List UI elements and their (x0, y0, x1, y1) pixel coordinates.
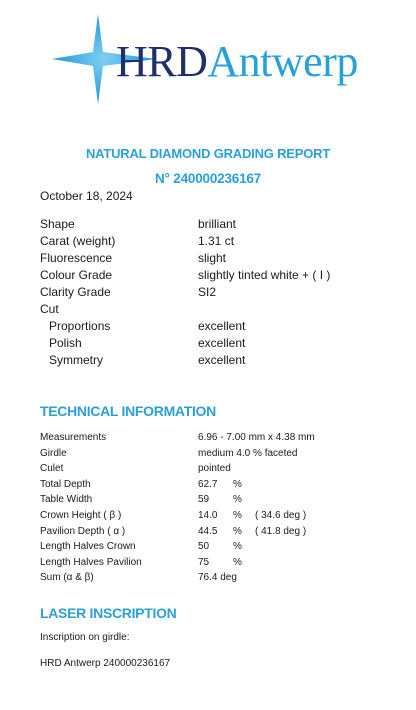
technical-degree: ( 41.8 deg ) (255, 525, 307, 537)
logo-wordmark (116, 37, 358, 87)
laser-heading: LASER INSCRIPTION (40, 605, 177, 621)
grading-label: Symmetry (49, 353, 103, 367)
grading-value: slight (198, 251, 227, 265)
grading-row (40, 335, 400, 352)
technical-value: 50 (198, 541, 210, 553)
grading-label: Carat (weight) (40, 234, 116, 248)
grading-value: excellent (198, 319, 246, 333)
technical-label: Length Halves Crown (40, 541, 136, 553)
technical-value: 59 (198, 494, 210, 506)
technical-value: 6.96 - 7.00 mm x 4.38 mm (198, 432, 315, 443)
grading-row (40, 301, 400, 318)
technical-label: Crown Height ( β ) (40, 509, 122, 521)
technical-row (40, 446, 400, 462)
laser-inscription-label: Inscription on girdle: (40, 632, 130, 643)
grading-label: Colour Grade (40, 268, 113, 282)
technical-row (40, 492, 400, 508)
report-number: N° 240000236167 (155, 171, 261, 186)
report-title: NATURAL DIAMOND GRADING REPORT (85, 146, 331, 161)
technical-label: Length Halves Pavilion (40, 556, 142, 568)
technical-row (40, 461, 400, 477)
technical-degree: ( 34.6 deg ) (255, 509, 307, 521)
technical-unit: % (233, 556, 242, 568)
grading-value: SI2 (198, 285, 217, 299)
technical-label: Culet (40, 463, 64, 475)
grading-row (40, 250, 400, 267)
grading-row (40, 352, 400, 369)
grading-label: Clarity Grade (40, 285, 111, 299)
laser-inscription-value: HRD Antwerp 240000236167 (40, 658, 171, 669)
grading-row (40, 233, 400, 250)
grading-value: 1.31 ct (198, 234, 235, 248)
grading-value: excellent (198, 336, 246, 350)
technical-unit: % (233, 509, 242, 521)
technical-row (40, 539, 400, 555)
technical-value: medium 4.0 % faceted (198, 447, 298, 459)
report-date: October 18, 2024 (40, 189, 133, 203)
grading-label: Fluorescence (40, 251, 113, 265)
technical-heading: TECHNICAL INFORMATION (40, 403, 216, 419)
technical-value: 14.0 (198, 509, 218, 521)
technical-unit: % (233, 478, 242, 490)
technical-label: Table Width (40, 494, 93, 506)
technical-value: 76.4 deg (198, 572, 237, 584)
grading-row (40, 284, 400, 301)
technical-row (40, 570, 400, 586)
grading-label: Shape (40, 217, 75, 231)
grading-value: brilliant (198, 217, 237, 231)
grading-value: slightly tinted white + ( I ) (198, 268, 331, 282)
technical-label: Measurements (40, 432, 107, 443)
technical-list (40, 430, 400, 586)
technical-label: Total Depth (40, 478, 91, 490)
technical-label: Girdle (40, 447, 67, 459)
grading-label: Polish (49, 336, 82, 350)
technical-label: Pavilion Depth ( α ) (40, 525, 126, 537)
grading-label: Cut (40, 302, 59, 316)
technical-unit: % (233, 494, 242, 506)
grading-row (40, 216, 400, 233)
technical-value: 62.7 (198, 478, 218, 490)
grading-row (40, 267, 400, 284)
grading-list (40, 216, 400, 369)
technical-value: 75 (198, 556, 210, 568)
technical-row (40, 555, 400, 571)
technical-label: Sum (α & β) (40, 572, 94, 584)
hrd-antwerp-logo (52, 14, 382, 104)
technical-row (40, 430, 400, 446)
technical-row (40, 524, 400, 540)
grading-row (40, 318, 400, 335)
technical-unit: % (233, 541, 242, 553)
logo-hrd: HRD (116, 37, 208, 86)
logo-antwerp: Antwerp (207, 37, 358, 86)
technical-row (40, 508, 400, 524)
grading-value: excellent (198, 353, 246, 367)
technical-value: pointed (198, 463, 231, 475)
technical-row (40, 477, 400, 493)
technical-unit: % (233, 525, 242, 537)
grading-label: Proportions (49, 319, 111, 333)
technical-value: 44.5 (198, 525, 218, 537)
